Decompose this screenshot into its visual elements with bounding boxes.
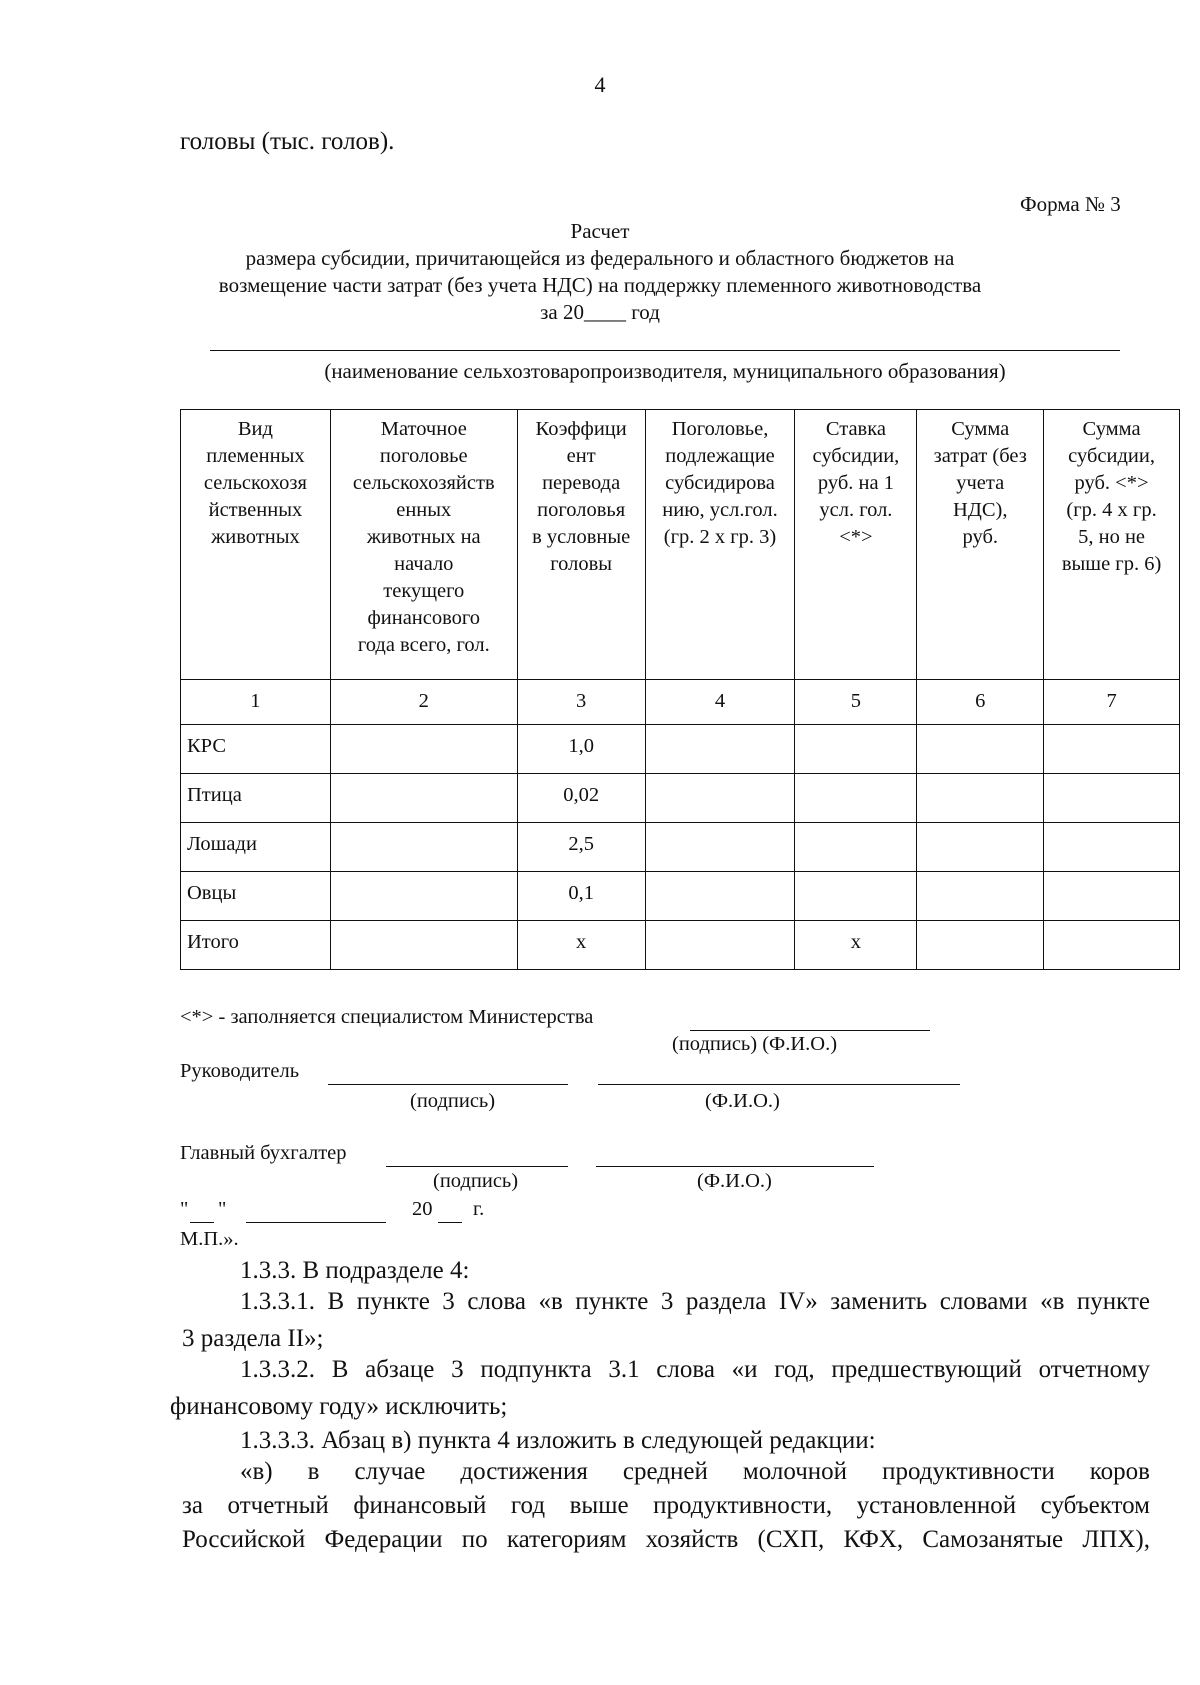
lead-text: головы (тыс. голов). xyxy=(180,128,395,155)
date-open-quote: " xyxy=(180,1198,189,1220)
title-line-4: за 20____ год xyxy=(540,300,660,324)
column-number-row xyxy=(181,680,1180,725)
table-cell xyxy=(1044,725,1180,774)
specialist-note: <*> - заполняется специалистом Министерства xyxy=(180,1006,594,1028)
accountant-name-caption: (Ф.И.О.) xyxy=(697,1170,772,1192)
date-close-quote: " xyxy=(218,1198,227,1220)
date-year-line xyxy=(438,1222,462,1223)
header-cell: Сумма затрат (без учета НДС), руб. xyxy=(917,410,1044,680)
table-cell xyxy=(330,725,517,774)
table-cell xyxy=(917,823,1044,872)
table-cell xyxy=(645,725,795,774)
accountant-name-line xyxy=(596,1166,874,1167)
table-cell xyxy=(795,872,917,921)
header-cell: Коэффици ент перевода поголовья в условные головы xyxy=(517,410,645,680)
table-header-row xyxy=(181,410,1180,680)
coefficient-cell: 2,5 xyxy=(517,823,645,872)
specialist-signature-line xyxy=(690,1030,930,1031)
header-cell: Ставка субсидии, руб. на 1 усл. гол. <*> xyxy=(795,410,917,680)
form-number: Форма № 3 xyxy=(1020,192,1121,216)
title-line-2: размера субсидии, причитающейся из федерального и областного бюджетов на xyxy=(245,246,955,270)
coefficient-cell: 0,1 xyxy=(517,872,645,921)
paragraph-3-line-1: 1.3.3.2. В абзаце 3 подпункта 3.1 слова «и год, предшествующий отчетному xyxy=(240,1356,1150,1383)
column-number: 6 xyxy=(917,680,1044,725)
table-cell xyxy=(645,774,795,823)
table-cell: х xyxy=(517,921,645,970)
table-cell xyxy=(1044,921,1180,970)
coefficient-cell: 0,02 xyxy=(517,774,645,823)
column-number: 1 xyxy=(181,680,331,725)
table-cell xyxy=(1044,774,1180,823)
name-underline xyxy=(210,350,1120,351)
table-cell xyxy=(645,823,795,872)
table-cell xyxy=(917,774,1044,823)
date-year: 20 xyxy=(412,1198,433,1220)
title-line-1: Расчет xyxy=(570,219,630,243)
header-cell: Сумма субсидии, руб. <*> (гр. 4 х гр. 5, но не выше гр. 6) xyxy=(1044,410,1180,680)
animal-type-cell: Лошади xyxy=(181,823,331,872)
table-row xyxy=(181,823,1180,872)
column-number: 2 xyxy=(330,680,517,725)
animal-type-cell: Овцы xyxy=(181,872,331,921)
header-cell: Маточное поголовье сельскохозяйств енных животных на начало текущего финансового года всего, гол. xyxy=(330,410,517,680)
accountant-label: Главный бухгалтер xyxy=(180,1142,347,1164)
date-suffix: г. xyxy=(473,1198,485,1220)
stamp-label: М.П.». xyxy=(180,1228,239,1250)
paragraph-4: 1.3.3.3. Абзац в) пункта 4 изложить в следующей редакции: xyxy=(240,1427,876,1454)
paragraph-2-line-2: 3 раздела II»; xyxy=(182,1325,324,1352)
paragraph-5-line-1: «в) в случае достижения средней молочной продуктивности коров xyxy=(240,1458,1150,1485)
head-name-line xyxy=(598,1084,960,1085)
table-row xyxy=(181,872,1180,921)
head-label: Руководитель xyxy=(180,1060,300,1082)
date-month-line xyxy=(246,1222,386,1223)
accountant-signature-line xyxy=(386,1166,568,1167)
table-cell xyxy=(645,872,795,921)
table-cell xyxy=(917,921,1044,970)
specialist-caption: (подпись) (Ф.И.О.) xyxy=(672,1033,838,1055)
table-total-row xyxy=(181,921,1180,970)
column-number: 5 xyxy=(795,680,917,725)
head-sign-caption: (подпись) xyxy=(410,1090,496,1112)
table-cell xyxy=(1044,872,1180,921)
column-number: 7 xyxy=(1044,680,1180,725)
accountant-sign-caption: (подпись) xyxy=(433,1170,519,1192)
paragraph-5-line-3: Российской Федерации по категориям хозяйств (СХП, КФХ, Самозанятые ЛПХ), xyxy=(182,1526,1150,1553)
head-signature-line xyxy=(328,1084,568,1085)
column-number: 3 xyxy=(517,680,645,725)
table-cell: х xyxy=(795,921,917,970)
paragraph-5-line-2: за отчетный финансовый год выше продуктивности, установленной субъектом xyxy=(182,1492,1150,1519)
table-row xyxy=(181,725,1180,774)
paragraph-3-line-2: финансовому году» исключить; xyxy=(170,1393,508,1420)
paragraph-1: 1.3.3. В подразделе 4: xyxy=(240,1257,470,1284)
table-cell xyxy=(917,725,1044,774)
coefficient-cell: 1,0 xyxy=(517,725,645,774)
date-day-line xyxy=(190,1222,214,1223)
table-cell xyxy=(795,725,917,774)
table-cell xyxy=(330,823,517,872)
table-cell xyxy=(795,774,917,823)
subsidy-table xyxy=(180,409,1180,970)
title-line-3: возмещение части затрат (без учета НДС) на поддержку племенного животноводства xyxy=(218,273,982,297)
header-cell: Вид племенных сельскохозя йственных животных xyxy=(181,410,331,680)
name-caption: (наименование сельхозтоваропроизводителя, муниципального образования) xyxy=(324,359,1006,383)
table-cell xyxy=(330,774,517,823)
head-name-caption: (Ф.И.О.) xyxy=(705,1090,780,1112)
table-cell xyxy=(1044,823,1180,872)
table-cell xyxy=(795,823,917,872)
animal-type-cell: КРС xyxy=(181,725,331,774)
table-cell xyxy=(645,921,795,970)
table-cell xyxy=(330,872,517,921)
header-cell: Поголовье, подлежащие субсидирова нию, усл.гол. (гр. 2 х гр. 3) xyxy=(645,410,795,680)
paragraph-2-line-1: 1.3.3.1. В пункте 3 слова «в пункте 3 раздела IV» заменить словами «в пункте xyxy=(240,1288,1150,1315)
table-cell xyxy=(330,921,517,970)
table-row xyxy=(181,774,1180,823)
animal-type-cell: Птица xyxy=(181,774,331,823)
document-title xyxy=(160,218,1040,326)
total-label-cell: Итого xyxy=(181,921,331,970)
table-cell xyxy=(917,872,1044,921)
column-number: 4 xyxy=(645,680,795,725)
page-number: 4 xyxy=(594,72,606,97)
